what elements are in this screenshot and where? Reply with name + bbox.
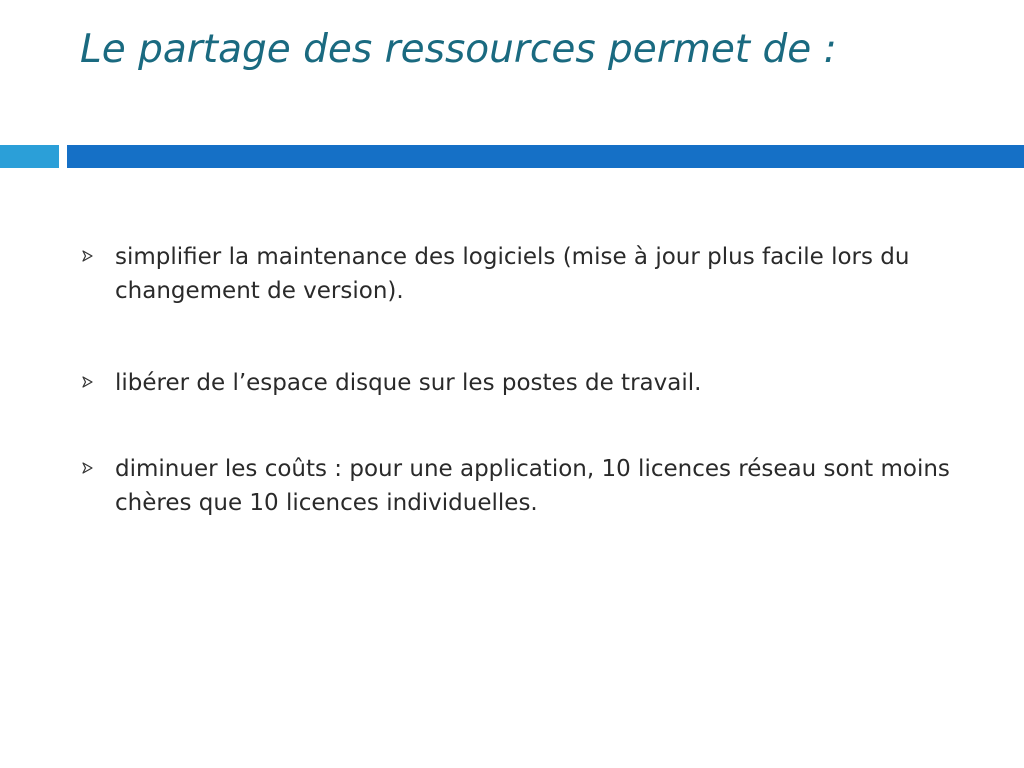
bullet-text: libérer de l’espace disque sur les postes de travail. — [115, 370, 702, 396]
list-item — [78, 240, 958, 308]
arrowhead-bullet-icon — [82, 250, 93, 262]
list-item — [78, 366, 958, 400]
bullet-text: simplifier la maintenance des logiciels (mise à jour plus facile lors du changement de version). — [115, 244, 910, 304]
arrowhead-bullet-icon — [82, 462, 93, 474]
arrowhead-bullet-icon — [82, 376, 93, 388]
bullet-list — [78, 240, 958, 578]
bullet-text: diminuer les coûts : pour une application, 10 licences réseau sont moins chères que 10 licences individuelles. — [115, 456, 950, 516]
list-item — [78, 452, 958, 520]
slide-title: Le partage des ressources permet de : — [80, 27, 837, 72]
accent-bar-right — [67, 145, 1024, 168]
accent-bar-left — [0, 145, 59, 168]
